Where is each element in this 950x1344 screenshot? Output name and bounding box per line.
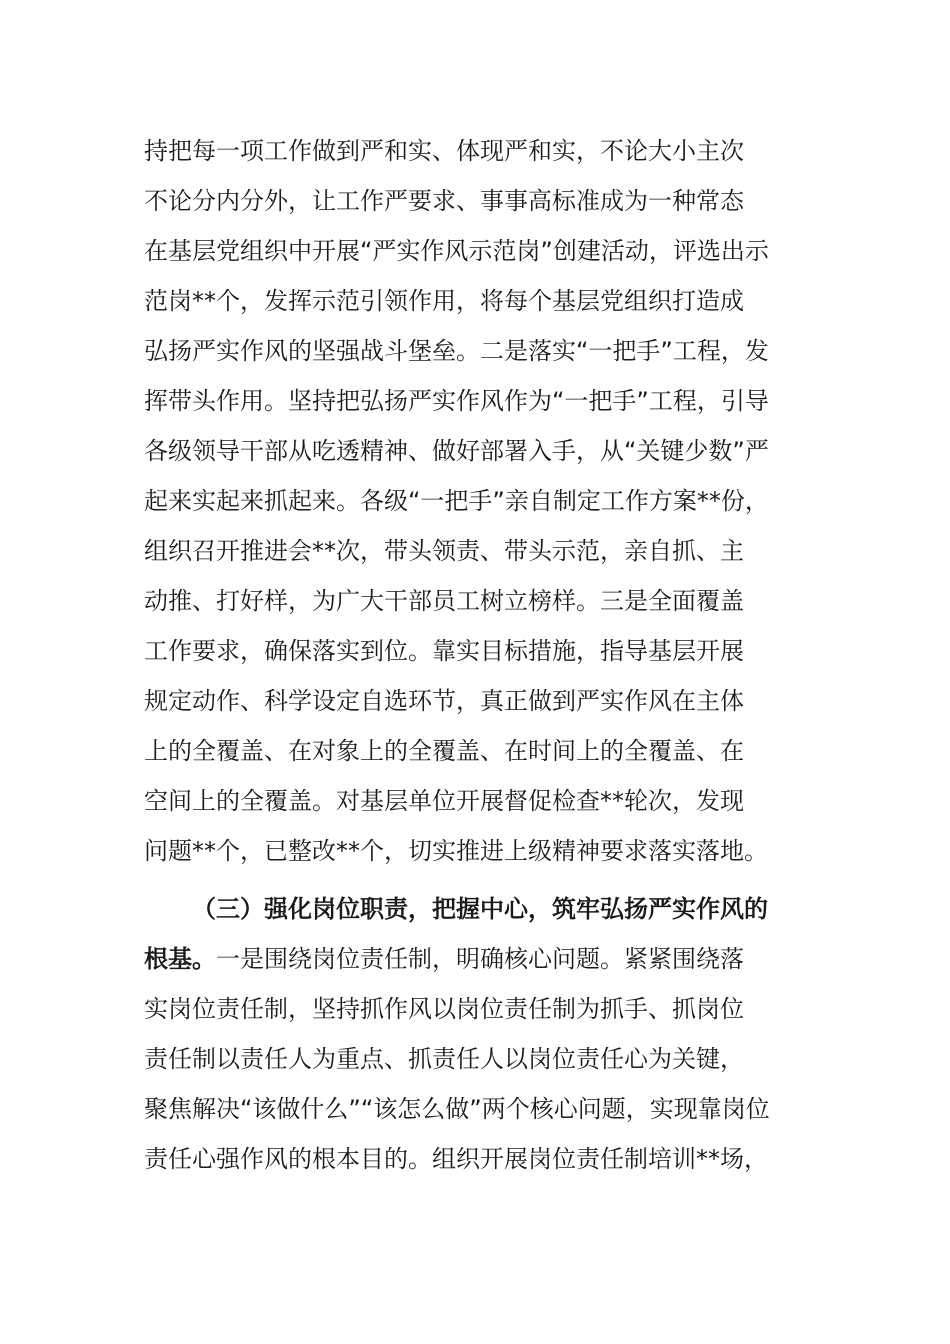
paragraph-line — [144, 934, 844, 984]
paragraph-line: 上的全覆盖、在对象上的全覆盖、在时间上的全覆盖、在 — [144, 737, 744, 765]
section-heading-end: 根基。 — [144, 945, 216, 973]
paragraph-line: 在基层党组织中开展“严实作风示范岗”创建活动，评选出示 — [144, 237, 769, 265]
paragraph-1 — [144, 126, 844, 876]
paragraph-line: 责任制以责任人为重点、抓责任人以岗位责任心为关键， — [144, 1045, 744, 1073]
paragraph-line: 规定动作、科学设定自选环节，真正做到严实作风在主体 — [144, 687, 744, 715]
paragraph-line: 组织召开推进会**次，带头领责、带头示范，亲自抓、主 — [144, 537, 744, 565]
paragraph-line: 问题**个，已整改**个，切实推进上级精神要求落实落地。 — [144, 837, 768, 865]
paragraph-line: 工作要求，确保落实到位。靠实目标措施，指导基层开展 — [144, 637, 744, 665]
paragraph-line: 挥带头作用。坚持把弘扬严实作风作为“一把手”工程，引导 — [144, 387, 769, 415]
paragraph-line: 聚焦解决“该做什么”“该怎么做”两个核心问题，实现靠岗位 — [144, 1095, 770, 1123]
paragraph-line: 持把每一项工作做到严和实、体现严和实，不论大小主次 — [144, 137, 744, 165]
paragraph-2 — [144, 884, 844, 1184]
paragraph-line: 不论分内分外，让工作严要求、事事高标准成为一种常态 — [144, 187, 744, 215]
paragraph-line: 各级领导干部从吃透精神、做好部署入手，从“关键少数”严 — [144, 437, 769, 465]
paragraph-text: 一是围绕岗位责任制，明确核心问题。紧紧围绕落 — [216, 945, 744, 973]
paragraph-line: 起来实起来抓起来。各级“一把手”亲自制定工作方案**份， — [144, 487, 769, 515]
section-heading: （三）强化岗位职责，把握中心，筑牢弘扬严实作风的 — [192, 895, 768, 923]
paragraph-line: 动推、打好样，为广大干部员工树立榜样。三是全面覆盖 — [144, 587, 744, 615]
paragraph-line: 弘扬严实作风的坚强战斗堡垒。二是落实“一把手”工程，发 — [144, 337, 769, 365]
paragraph-line: 责任心强作风的根本目的。组织开展岗位责任制培训**场， — [144, 1145, 768, 1173]
paragraph-line: 实岗位责任制，坚持抓作风以岗位责任制为抓手、抓岗位 — [144, 995, 744, 1023]
paragraph-line: 空间上的全覆盖。对基层单位开展督促检查**轮次，发现 — [144, 787, 744, 815]
paragraph-line: 范岗**个，发挥示范引领作用，将每个基层党组织打造成 — [144, 287, 744, 315]
